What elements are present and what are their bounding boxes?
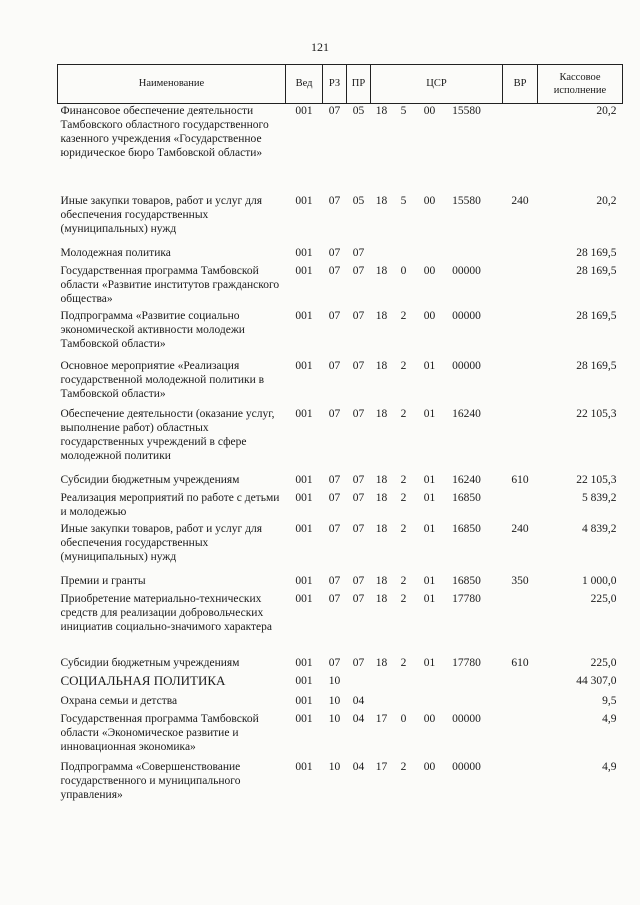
row-name: Молодежная политика [60, 246, 171, 259]
row-vr [503, 246, 538, 264]
row-pr: 07 [352, 574, 365, 587]
row-amount: 28 169,5 [576, 309, 617, 322]
row-vr [503, 104, 538, 194]
table-row [58, 491, 623, 522]
table-row [58, 760, 623, 812]
row-amount: 4 839,2 [582, 522, 617, 535]
page-number: 121 [311, 40, 329, 54]
table-row [58, 246, 623, 264]
table-header-row [58, 65, 623, 104]
row-vr [503, 407, 538, 473]
csr-part: 00000 [452, 309, 481, 322]
row-rz: 10 [328, 694, 341, 707]
row-rz: 07 [328, 105, 341, 117]
table-body [58, 104, 623, 812]
csr-part: 18 [375, 359, 388, 372]
csr-part: 16240 [452, 407, 481, 420]
table-row [58, 407, 623, 473]
row-rz: 07 [328, 491, 341, 504]
header-exec: Кассовое исполнение [538, 65, 623, 104]
row-csr [371, 574, 503, 592]
csr-part: 18 [375, 407, 388, 420]
row-pr: 07 [352, 359, 365, 372]
row-csr [371, 264, 503, 309]
csr-part: 18 [375, 522, 388, 535]
table-row [58, 656, 623, 674]
row-name: Субсидии бюджетным учреждениям [60, 656, 240, 669]
csr-part: 16850 [452, 491, 481, 504]
csr-part: 2 [400, 491, 407, 504]
row-name: Обеспечение деятельности (оказание услуг, выполнение работ) областных государственных учреждений в сфере молодежной политики [60, 407, 275, 462]
csr-part: 18 [375, 194, 388, 207]
row-vr [503, 674, 538, 694]
table-row [58, 359, 623, 407]
row-rz: 07 [328, 309, 341, 322]
row-csr [371, 246, 503, 264]
csr-part: 18 [375, 105, 388, 117]
row-pr: 07 [352, 407, 365, 420]
row-amount: 20,2 [596, 194, 617, 207]
row-amount: 225,0 [590, 592, 617, 605]
row-amount: 1 000,0 [582, 574, 617, 587]
row-vr: 350 [511, 574, 529, 587]
row-ved: 001 [295, 194, 313, 207]
row-ved: 001 [295, 473, 313, 486]
row-vr [503, 309, 538, 359]
row-ved: 001 [295, 264, 313, 277]
row-amount: 28 169,5 [576, 359, 617, 372]
row-rz: 07 [328, 592, 341, 605]
row-vr [503, 592, 538, 656]
table-row [58, 522, 623, 574]
row-rz: 07 [328, 656, 341, 669]
row-vr: 240 [511, 522, 529, 535]
row-ved: 001 [295, 105, 313, 117]
csr-part: 5 [400, 105, 407, 117]
row-pr: 07 [352, 264, 365, 277]
row-csr [371, 359, 503, 407]
row-ved: 001 [295, 656, 313, 669]
header-pr: ПР [347, 65, 371, 104]
csr-part: 2 [400, 574, 407, 587]
row-pr: 04 [352, 694, 365, 707]
row-rz: 10 [328, 760, 341, 773]
row-pr: 07 [352, 473, 365, 486]
row-rz: 10 [328, 674, 341, 687]
row-csr [371, 760, 503, 812]
row-rz: 07 [328, 246, 341, 259]
row-rz: 07 [328, 359, 341, 372]
csr-part: 00 [423, 264, 436, 277]
csr-part: 18 [375, 592, 388, 605]
row-pr: 07 [352, 656, 365, 669]
budget-table [57, 64, 623, 812]
table-row [58, 473, 623, 491]
row-pr: 05 [352, 105, 365, 117]
header-rz: РЗ [323, 65, 347, 104]
row-name: Субсидии бюджетным учреждениям [60, 473, 240, 486]
row-amount: 225,0 [590, 656, 617, 669]
csr-part: 01 [423, 359, 436, 372]
row-name: СОЦИАЛЬНАЯ ПОЛИТИКА [60, 672, 226, 688]
header-ved: Вед [286, 65, 323, 104]
row-amount: 20,2 [596, 105, 617, 117]
row-ved: 001 [295, 359, 313, 372]
csr-part: 0 [400, 712, 407, 725]
csr-part: 16850 [452, 522, 481, 535]
row-ved: 001 [295, 246, 313, 259]
row-pr: 05 [352, 194, 365, 207]
row-csr [371, 592, 503, 656]
header-csr: ЦСР [371, 65, 503, 104]
row-pr: 07 [352, 309, 365, 322]
table-row [58, 712, 623, 760]
csr-part: 00000 [452, 359, 481, 372]
row-vr: 610 [511, 656, 529, 669]
table-row [58, 674, 623, 694]
row-pr: 07 [352, 592, 365, 605]
row-csr [371, 104, 503, 194]
csr-part: 01 [423, 473, 436, 486]
row-rz: 07 [328, 194, 341, 207]
row-vr [503, 760, 538, 812]
row-csr [371, 473, 503, 491]
row-csr [371, 407, 503, 473]
row-pr: 04 [352, 712, 365, 725]
row-amount: 9,5 [602, 694, 617, 707]
table-row [58, 574, 623, 592]
row-rz: 07 [328, 522, 341, 535]
row-pr: 04 [352, 760, 365, 773]
row-name: Основное мероприятие «Реализация государственной молодежной политики в Тамбовской области» [60, 359, 265, 400]
row-vr [503, 264, 538, 309]
csr-part: 5 [400, 194, 407, 207]
csr-part: 01 [423, 522, 436, 535]
csr-part: 0 [400, 264, 407, 277]
row-pr: 07 [352, 491, 365, 504]
table-row [58, 104, 623, 194]
csr-part: 2 [400, 309, 407, 322]
csr-part: 00000 [452, 712, 481, 725]
csr-part: 2 [400, 592, 407, 605]
csr-part: 18 [375, 491, 388, 504]
row-rz: 07 [328, 473, 341, 486]
csr-part: 00 [423, 309, 436, 322]
row-vr [503, 694, 538, 712]
csr-part: 00 [423, 760, 436, 773]
row-vr [503, 712, 538, 760]
csr-part: 01 [423, 656, 436, 669]
row-amount: 22 105,3 [576, 473, 617, 486]
row-vr [503, 359, 538, 407]
row-name: Приобретение материально-технических средств для реализации добровольческих инициатив социально-значимого характера [60, 592, 272, 633]
csr-part: 00 [423, 194, 436, 207]
row-name: Подпрограмма «Совершенствование государственного и муниципального управления» [60, 760, 241, 801]
csr-part: 16240 [452, 473, 481, 486]
row-amount: 4,9 [602, 760, 617, 773]
row-ved: 001 [295, 407, 313, 420]
row-vr: 240 [511, 194, 529, 207]
row-pr: 07 [352, 246, 365, 259]
csr-part: 18 [375, 309, 388, 322]
row-ved: 001 [295, 574, 313, 587]
table-row [58, 592, 623, 656]
row-vr [503, 491, 538, 522]
row-amount: 22 105,3 [576, 407, 617, 420]
row-name: Подпрограмма «Развитие социально экономической активности молодежи Тамбовской области» [60, 309, 245, 350]
row-pr: 07 [352, 522, 365, 535]
row-rz: 07 [328, 574, 341, 587]
csr-part: 2 [400, 656, 407, 669]
row-vr: 610 [511, 473, 529, 486]
row-name: Государственная программа Тамбовской области «Развитие институтов гражданского общества» [60, 264, 280, 305]
csr-part: 17 [375, 712, 388, 725]
row-rz: 10 [328, 712, 341, 725]
csr-part: 01 [423, 407, 436, 420]
header-name: Наименование [58, 65, 286, 104]
csr-part: 01 [423, 491, 436, 504]
row-ved: 001 [295, 760, 313, 773]
csr-part: 2 [400, 522, 407, 535]
row-amount: 44 307,0 [576, 674, 617, 687]
row-ved: 001 [295, 674, 313, 687]
csr-part: 18 [375, 574, 388, 587]
csr-part: 15580 [452, 105, 481, 117]
csr-part: 18 [375, 473, 388, 486]
table-row [58, 264, 623, 309]
csr-part: 01 [423, 574, 436, 587]
csr-part: 15580 [452, 194, 481, 207]
csr-part: 2 [400, 407, 407, 420]
row-csr [371, 309, 503, 359]
row-amount: 28 169,5 [576, 264, 617, 277]
csr-part: 18 [375, 656, 388, 669]
csr-part: 00000 [452, 760, 481, 773]
row-ved: 001 [295, 592, 313, 605]
row-ved: 001 [295, 491, 313, 504]
csr-part: 17 [375, 760, 388, 773]
row-name: Финансовое обеспечение деятельности Тамбовского областного государственного казенного учреждения «Государственное юридическое бюро Тамбовской области» [60, 105, 269, 159]
csr-part: 00 [423, 105, 436, 117]
row-amount: 28 169,5 [576, 246, 617, 259]
row-ved: 001 [295, 712, 313, 725]
row-csr [371, 522, 503, 574]
table-row [58, 694, 623, 712]
row-csr [371, 712, 503, 760]
csr-part: 2 [400, 359, 407, 372]
row-name: Иные закупки товаров, работ и услуг для обеспечения государственных (муниципальных) нужд [60, 194, 262, 235]
row-csr [371, 674, 503, 694]
row-amount: 5 839,2 [582, 491, 617, 504]
row-ved: 001 [295, 522, 313, 535]
row-ved: 001 [295, 309, 313, 322]
row-csr [371, 694, 503, 712]
csr-part: 2 [400, 760, 407, 773]
row-csr [371, 656, 503, 674]
csr-part: 00000 [452, 264, 481, 277]
csr-part: 2 [400, 473, 407, 486]
row-rz: 07 [328, 407, 341, 420]
row-name: Охрана семьи и детства [60, 694, 178, 707]
csr-part: 17780 [452, 592, 481, 605]
table-row [58, 309, 623, 359]
row-pr [347, 674, 371, 694]
row-csr [371, 194, 503, 246]
csr-part: 01 [423, 592, 436, 605]
row-amount: 4,9 [602, 712, 617, 725]
row-name: Государственная программа Тамбовской области «Экономическое развитие и инновационная экономика» [60, 712, 259, 753]
row-name: Иные закупки товаров, работ и услуг для обеспечения государственных (муниципальных) нужд [60, 522, 262, 563]
csr-part: 00 [423, 712, 436, 725]
row-ved: 001 [295, 694, 313, 707]
row-name: Премии и гранты [60, 574, 146, 587]
header-vr: ВР [503, 65, 538, 104]
csr-part: 18 [375, 264, 388, 277]
row-rz: 07 [328, 264, 341, 277]
csr-part: 17780 [452, 656, 481, 669]
table-row [58, 194, 623, 246]
row-csr [371, 491, 503, 522]
csr-part: 16850 [452, 574, 481, 587]
row-name: Реализация мероприятий по работе с детьми и молодежью [60, 491, 280, 518]
